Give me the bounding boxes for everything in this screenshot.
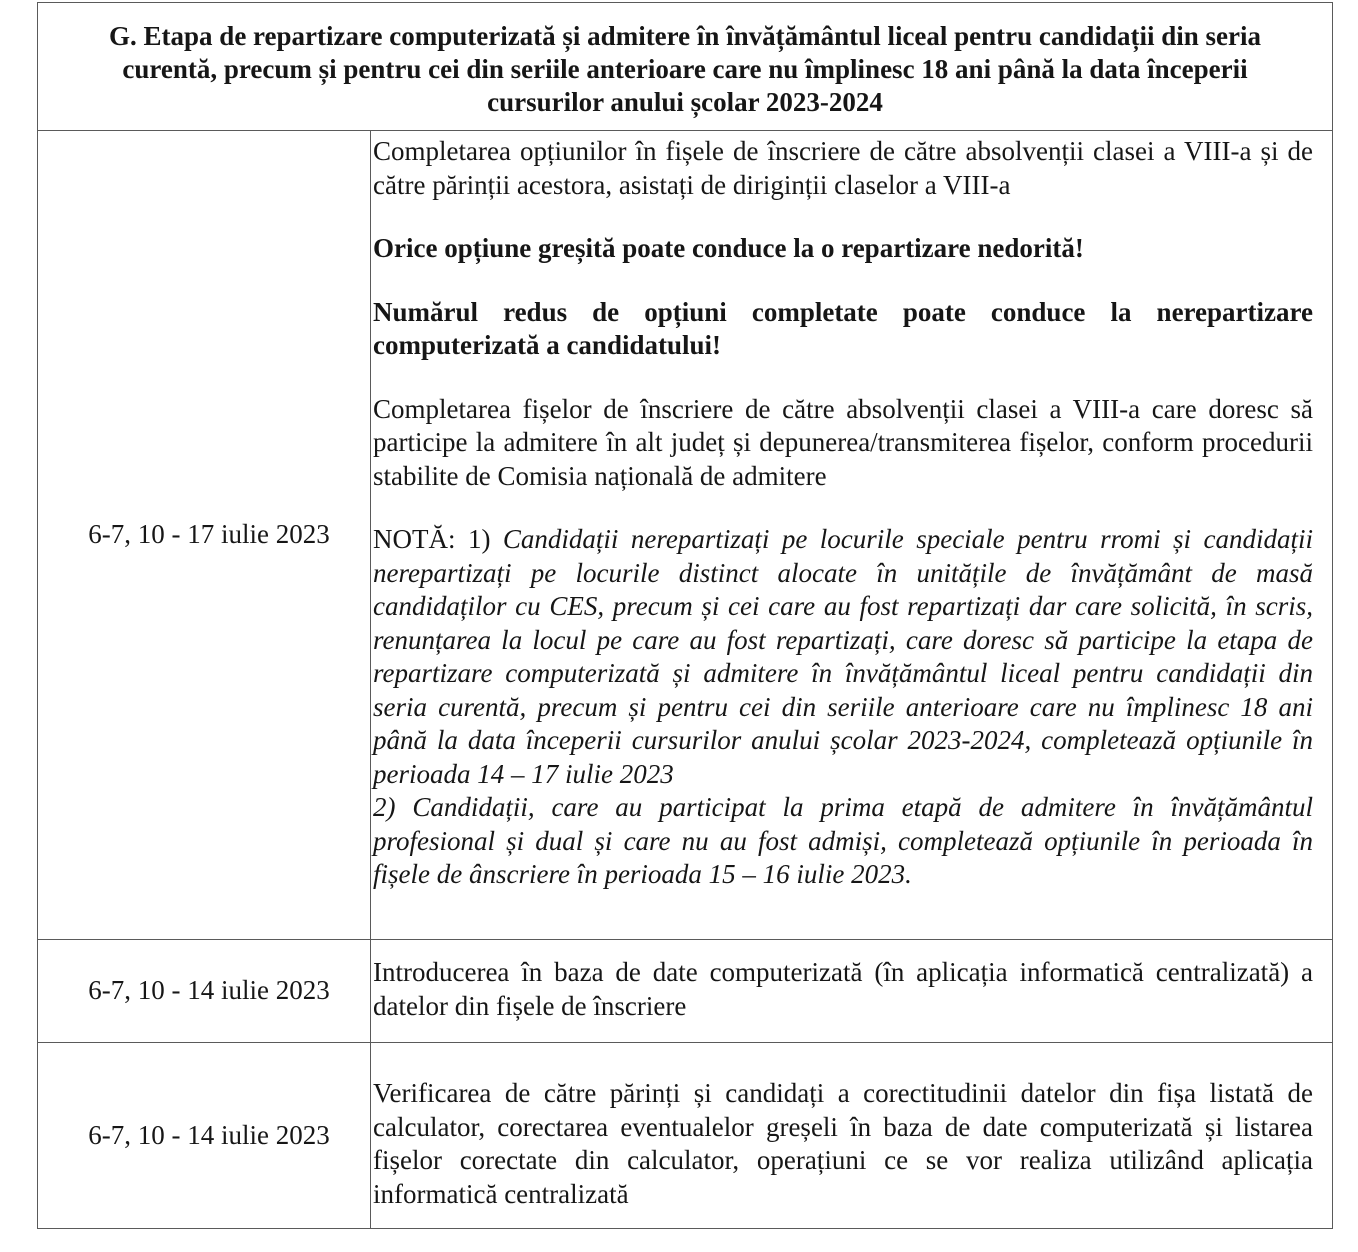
paragraph: Introducerea în baza de date computerizată (în aplicația informatică centralizată) a datelor din fișele de înscriere [373,957,1313,1021]
paragraph: Completarea opțiunilor în fișele de înscriere de către absolvenții clasei a VIII-a și de către părinții acestora, asistați de diriginții claselor a VIII-a [373,136,1313,200]
row-description [371,1043,1332,1228]
paragraph: Verificarea de către părinți și candidați a corectitudinii datelor din fișa listată de calculator, corectarea eventualelor greșeli în baza de date computerizată și listarea fișelor corectate din calculator, operațiuni ce se vor realiza utilizând aplicația informatică centralizată [373,1078,1313,1209]
row-date [38,1043,371,1228]
date-text: 6-7, 10 - 17 iulie 2023 [88,519,330,550]
paragraph: Completarea fișelor de înscriere de către absolvenții clasei a VIII-a care doresc să participe la admitere în alt județ și depunerea/transmiterea fișelor, conform procedurii stabilite de Comisia națională de admitere [373,393,1313,491]
section-title: G. Etapa de repartizare computerizată și admitere în învățământul liceal pentru candidații din seria curentă, precum și pentru cei din seriile anterioare care nu împlinesc 18 ani până la data începerii cursurilor anului școlar 2023-2024 [109,21,1261,117]
row-description [371,131,1332,940]
note-text: Candidații nerepartizați pe locurile speciale pentru rromi și candidații nerepartizați pe locurile distinct alocate în unitățile de învățământ de masă candidaților cu CES, precum și cei care au fost repartizați dar care solicită, în scris, renunțarea la locul pe care au fost repartizați, care doresc să participe la etapa de repartizare computerizată și admitere în învățământul liceal pentru candidații din seria curentă, precum și pentru cei din seriile anterioare care nu împlinesc 18 ani până la data începerii cursurilor anului școlar 2023-2024, completează opțiunile în perioada 14 – 17 iulie 2023 [373,524,1314,789]
date-text: 6-7, 10 - 14 iulie 2023 [88,1119,330,1150]
warning-text: Numărul redus de opțiuni completate poate conduce la nerepartizare computerizată a candidatului! [373,296,1313,360]
section-header [38,3,1332,131]
date-text: 6-7, 10 - 14 iulie 2023 [88,975,330,1006]
row-date [38,940,371,1043]
schedule-table [37,2,1333,1229]
row-description [371,940,1332,1043]
note-paragraph [373,523,1313,791]
note-label: NOTĂ: 1) [373,524,503,554]
note-text: 2) Candidații, care au participat la prima etapă de admitere în învățământul profesional și dual și care nu au fost admiși, completează opțiunile în perioada în fișele de ânscriere în perioada 15 – 16 iulie 2023. [373,792,1313,889]
row-date [38,131,371,940]
warning-text: Orice opțiune greșită poate conduce la o repartizare nedorită! [373,233,1084,263]
